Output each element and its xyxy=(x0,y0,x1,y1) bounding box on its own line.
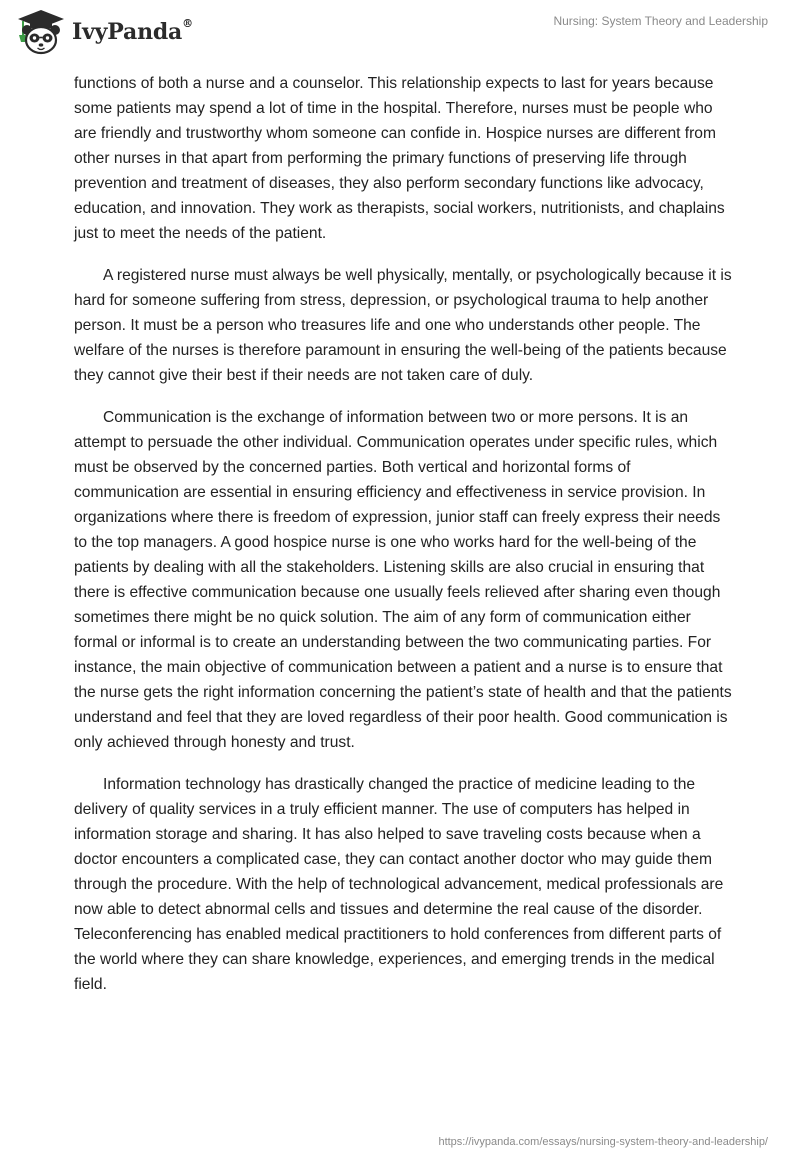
panda-graduate-icon xyxy=(14,8,68,56)
logo[interactable] xyxy=(14,8,193,56)
brand-name: IvyPanda® xyxy=(72,17,193,45)
paragraph: functions of both a nurse and a counselor. This relationship expects to last for years because some patients may spend a lot of time in the hospital. Therefore, nurses must be people who are friendly and trustworthy whom someone can confide in. Hospice nurses are different from other nurses in that apart from performing the primary functions of preserving life through prevention and treatment of diseases, they also perform secondary functions like advocacy, education, and innovation. They work as therapists, social workers, nutritionists, and chaplains just to meet the needs of the patient. xyxy=(74,75,725,242)
document-title: Nursing: System Theory and Leadership xyxy=(553,14,768,28)
essay-body xyxy=(74,71,734,1014)
paragraph: Communication is the exchange of information between two or more persons. It is an attempt to persuade the other individual. Communication operates under specific rules, which must be observed by the concerned parties. Both vertical and horizontal forms of communication are essential in ensuring efficiency and effectiveness in service provision. In organizations where there is freedom of expression, junior staff can freely express their needs to the top managers. A good hospice nurse is one who works hard for the well-being of the patients by dealing with all the stakeholders. Listening skills are also crucial in ensuring that there is effective communication because one usually feels relieved after sharing even though sometimes there might be no quick solution. The aim of any form of communication either formal or informal is to create an understanding between the two communicating parties. For instance, the main objective of communication between a patient and a nurse is to ensure that the nurse gets the right information concerning the patient’s state of health and that the patients understand and feel that they are loved regardless of their poor health. Good communication is only achieved through honesty and trust. xyxy=(74,409,732,751)
page-header xyxy=(0,0,800,70)
source-url[interactable]: https://ivypanda.com/essays/nursing-system-theory-and-leadership/ xyxy=(438,1136,768,1148)
registered-mark: ® xyxy=(182,17,193,30)
paragraph: Information technology has drastically changed the practice of medicine leading to the delivery of quality services in a truly efficient manner. The use of computers has helped in information storage and sharing. It has also helped to save traveling costs because when a doctor encounters a complicated case, they can contact another doctor who may guide them through the procedure. With the help of technological advancement, medical professionals are now able to detect abnormal cells and tissues and determine the real cause of the disorder. Teleconferencing has enabled medical practitioners to hold conferences from different parts of the world where they can share knowledge, experiences, and emerging trends in the medical field. xyxy=(74,776,724,993)
paragraph: A registered nurse must always be well physically, mentally, or psychologically because it is hard for someone suffering from stress, depression, or psychological trauma to help another person. It must be a person who treasures life and one who understands other people. The welfare of the nurses is therefore paramount in ensuring the well-being of the patients because they cannot give their best if their needs are not taken care of duly. xyxy=(74,267,732,384)
